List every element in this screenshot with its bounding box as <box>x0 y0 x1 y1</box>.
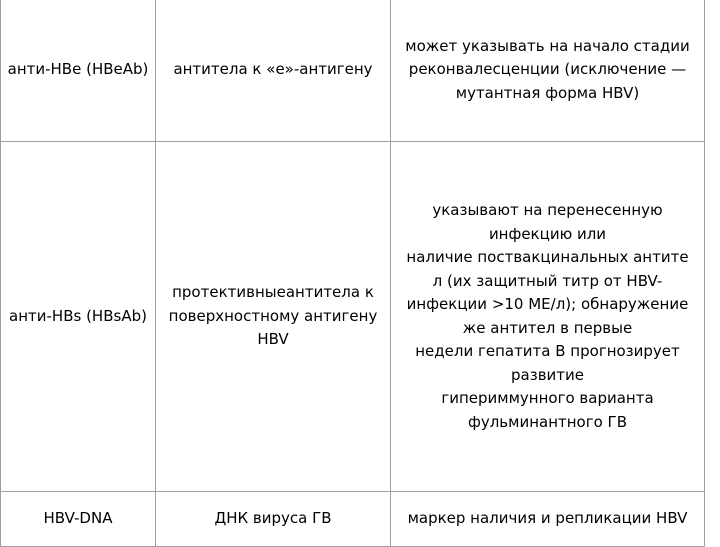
marker-cell <box>1 142 156 492</box>
meaning-cell <box>156 142 391 492</box>
note-line: мутантная форма HBV) <box>455 83 640 102</box>
note-line: фульминантного ГВ <box>468 412 627 431</box>
meaning-line: ДНК вируса ГВ <box>214 509 332 528</box>
note-cell <box>391 492 705 547</box>
table-row <box>1 142 705 492</box>
note-line: может указывать на начало стадии <box>405 36 690 55</box>
note-line: маркер наличия и репликации HBV <box>407 509 688 528</box>
note-line: наличие поствакцинальных антите <box>406 248 689 266</box>
marker-name: анти-HBe (HBeAb) <box>7 60 149 79</box>
marker-name: анти-HBs (HBsAb) <box>9 306 147 325</box>
marker-name: HBV-DNA <box>43 509 113 528</box>
meaning-line: поверхностному антигену <box>168 306 378 325</box>
note-line: реконвалесценции (исключение — <box>408 60 687 79</box>
note-line: гипериммунного варианта <box>441 389 654 407</box>
note-cell <box>391 142 705 492</box>
note-line: же антител в первые <box>462 318 633 337</box>
note-line: недели гепатита В прогнозирует <box>415 342 680 360</box>
note-cell <box>391 0 705 142</box>
meaning-line: HBV <box>257 330 289 349</box>
meaning-line: антитела к «е»-антигену <box>173 60 373 79</box>
note-line: инфекции >10 МЕ/л); обнаружение <box>406 295 689 313</box>
meaning-cell <box>156 0 391 142</box>
table-row <box>1 0 705 142</box>
meaning-cell <box>156 492 391 547</box>
table-row <box>1 492 705 547</box>
marker-cell <box>1 492 156 547</box>
marker-cell <box>1 0 156 142</box>
note-line: л (их защитный титр от HBV- <box>432 271 663 290</box>
note-line: развитие <box>511 365 584 384</box>
note-line: указывают на перенесенную <box>432 201 663 219</box>
meaning-line: протективныеантитела к <box>172 283 374 302</box>
note-line: инфекцию или <box>488 224 607 243</box>
